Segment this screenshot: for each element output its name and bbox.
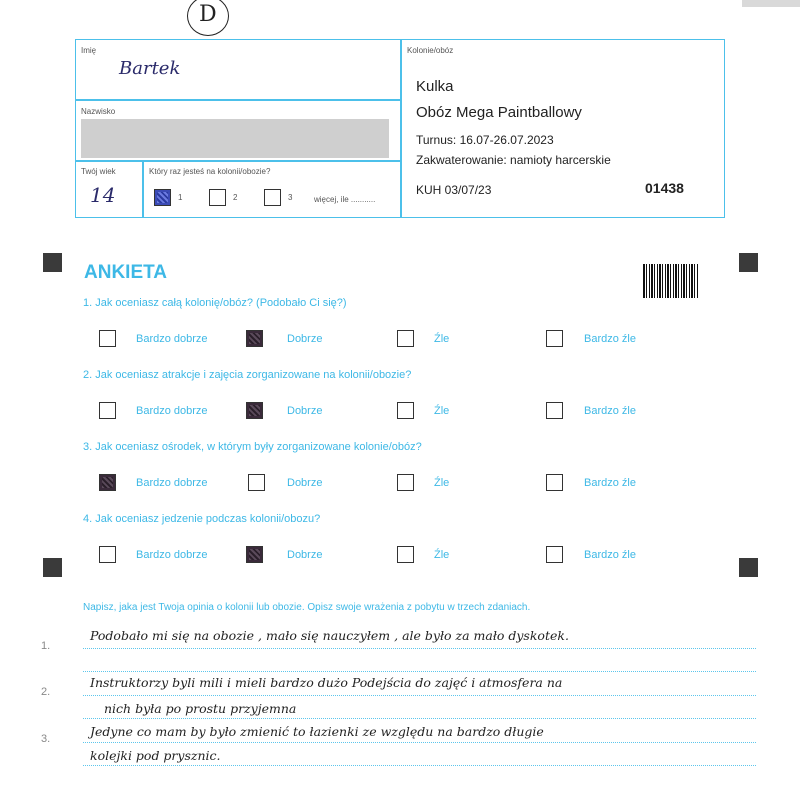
q3-option-bardzo-dobrze: Bardzo dobrze [136, 477, 208, 489]
q3-option-zle: Źle [434, 477, 450, 489]
question-4: 4. Jak oceniasz jedzenie podczas kolonii/obozu? [83, 513, 321, 525]
q2-checkbox-bardzo-zle[interactable] [546, 402, 563, 419]
name-value[interactable]: Bartek [119, 58, 181, 79]
q4-checkbox-bardzo-dobrze[interactable] [99, 546, 116, 563]
q4-checkbox-bardzo-zle[interactable] [546, 546, 563, 563]
q1-option-bardzo-dobrze: Bardzo dobrze [136, 333, 208, 345]
barcode [643, 264, 699, 298]
registration-marker-bl [43, 558, 62, 577]
answer-line [83, 648, 756, 649]
line-number-1: 1. [41, 640, 51, 652]
answer-line [83, 718, 756, 719]
q2-checkbox-bardzo-dobrze[interactable] [99, 402, 116, 419]
accommodation: Zakwaterowanie: namioty harcerskie [416, 153, 611, 167]
camp-code: KUH 03/07/23 [416, 183, 492, 197]
q3-option-bardzo-zle: Bardzo źle [584, 477, 636, 489]
answer-1[interactable]: Podobało mi się na obozie , mało się nauczyłem , ale było za mało dyskotek. [90, 628, 569, 643]
camp-name-1: Kulka [416, 78, 454, 95]
surname-redacted [81, 119, 389, 158]
registration-marker-tr [739, 253, 758, 272]
q1-checkbox-dobrze[interactable] [246, 330, 263, 347]
times-other: więcej, ile ........... [314, 195, 376, 204]
answer-3[interactable]: Jedyne co mam by było zmienić to łazienki ze względu na bardzo długie [90, 724, 544, 739]
q2-option-zle: Źle [434, 405, 450, 417]
answer-2[interactable]: Instruktorzy byli mili i mieli bardzo dużo Podejścia do zajęć i atmosfera na [90, 675, 563, 690]
q1-option-zle: Źle [434, 333, 450, 345]
times-option-2: 2 [233, 193, 238, 202]
answer-3b[interactable]: kolejki pod prysznic. [90, 748, 221, 763]
q3-checkbox-bardzo-dobrze[interactable] [99, 474, 116, 491]
answer-line [83, 742, 756, 743]
open-prompt: Napisz, jaka jest Twoja opinia o kolonii lub obozie. Opisz swoje wrażenia z pobytu w trzech zdaniach. [83, 602, 531, 613]
name-label: Imię [81, 46, 97, 55]
line-number-2: 2. [41, 686, 51, 698]
q4-option-dobrze: Dobrze [287, 549, 323, 561]
q4-checkbox-dobrze[interactable] [246, 546, 263, 563]
q3-checkbox-zle[interactable] [397, 474, 414, 491]
surname-label: Nazwisko [81, 107, 116, 116]
age-label: Twój wiek [81, 167, 116, 176]
turnus: Turnus: 16.07-26.07.2023 [416, 133, 554, 147]
scan-edge [742, 0, 800, 7]
q1-checkbox-bardzo-dobrze[interactable] [99, 330, 116, 347]
times-option-1: 1 [178, 193, 183, 202]
q2-option-bardzo-zle: Bardzo źle [584, 405, 636, 417]
header-box [75, 39, 725, 218]
times-checkbox-2[interactable] [209, 189, 226, 206]
answer-line [83, 765, 756, 766]
q1-checkbox-bardzo-zle[interactable] [546, 330, 563, 347]
q1-option-bardzo-zle: Bardzo źle [584, 333, 636, 345]
registration-marker-tl [43, 253, 62, 272]
q3-option-dobrze: Dobrze [287, 477, 323, 489]
corner-mark: D [199, 2, 217, 27]
survey-title: ANKIETA [84, 262, 168, 283]
q2-option-bardzo-dobrze: Bardzo dobrze [136, 405, 208, 417]
q4-option-bardzo-zle: Bardzo źle [584, 549, 636, 561]
q3-checkbox-bardzo-zle[interactable] [546, 474, 563, 491]
times-label: Który raz jesteś na kolonii/obozie? [149, 167, 271, 176]
q2-checkbox-zle[interactable] [397, 402, 414, 419]
times-option-3: 3 [288, 193, 293, 202]
answer-line [83, 671, 756, 672]
camp-label: Kolonie/obóz [407, 46, 454, 55]
q4-option-bardzo-dobrze: Bardzo dobrze [136, 549, 208, 561]
q1-checkbox-zle[interactable] [397, 330, 414, 347]
answer-2b[interactable]: nich była po prostu przyjemna [104, 701, 297, 716]
times-checkbox-1[interactable] [154, 189, 171, 206]
question-2: 2. Jak oceniasz atrakcje i zajęcia zorganizowane na kolonii/obozie? [83, 369, 412, 381]
times-checkbox-3[interactable] [264, 189, 281, 206]
registration-marker-br [739, 558, 758, 577]
q2-option-dobrze: Dobrze [287, 405, 323, 417]
question-1: 1. Jak oceniasz całą kolonię/obóz? (Podobało Ci się?) [83, 297, 347, 309]
age-value[interactable]: 14 [90, 183, 116, 207]
q4-option-zle: Źle [434, 549, 450, 561]
q2-checkbox-dobrze[interactable] [246, 402, 263, 419]
answer-line [83, 695, 756, 696]
q4-checkbox-zle[interactable] [397, 546, 414, 563]
line-number-3: 3. [41, 733, 51, 745]
q1-option-dobrze: Dobrze [287, 333, 323, 345]
camp-name-2: Obóz Mega Paintballowy [416, 104, 582, 121]
q3-checkbox-dobrze[interactable] [248, 474, 265, 491]
question-3: 3. Jak oceniasz ośrodek, w którym były zorganizowane kolonie/obóz? [83, 441, 422, 453]
form-number: 01438 [645, 180, 684, 196]
